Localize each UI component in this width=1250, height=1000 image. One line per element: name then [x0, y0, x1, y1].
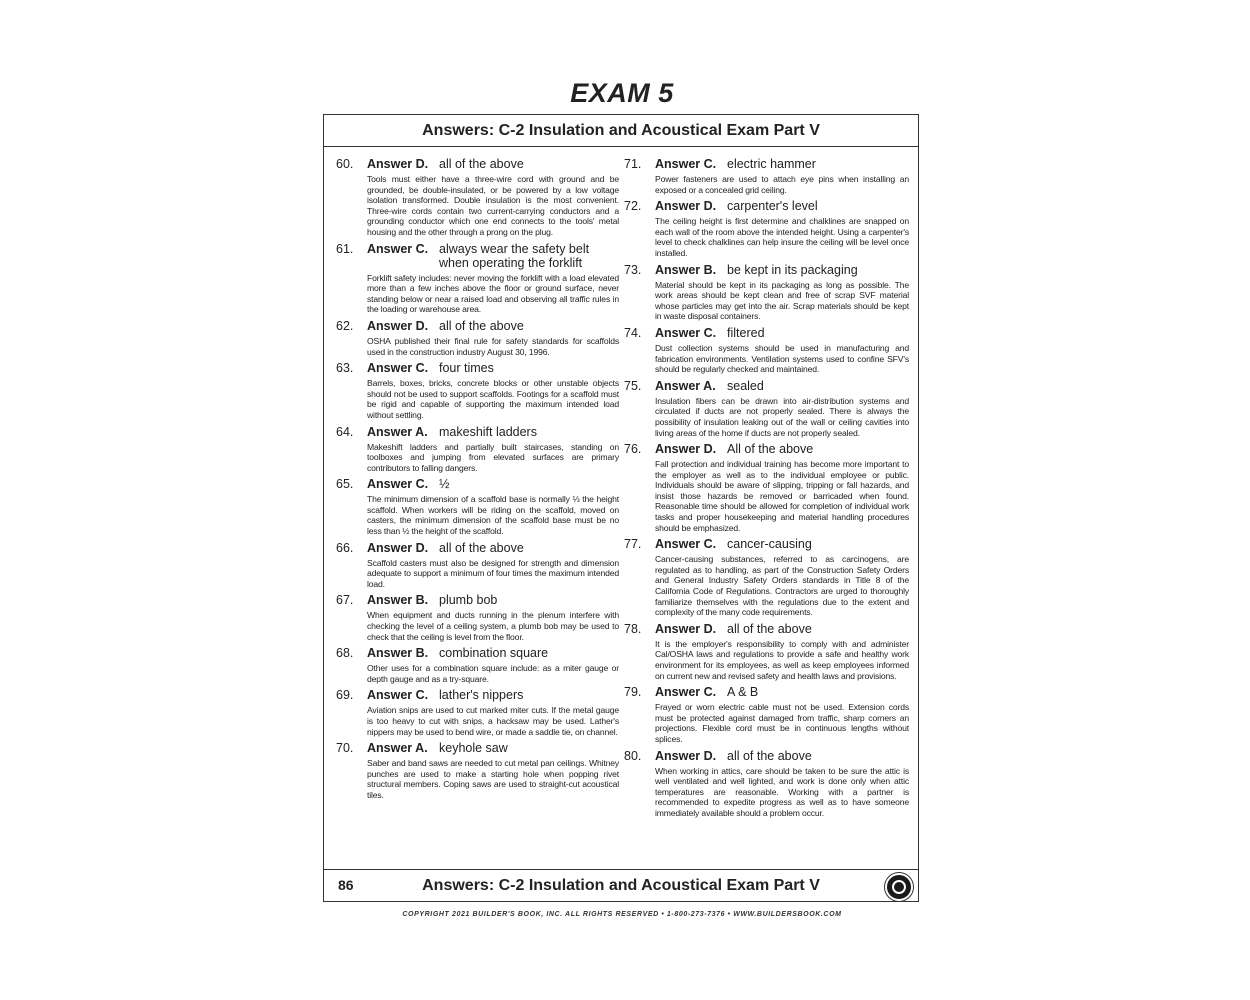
answer-label: Answer C. — [367, 361, 429, 376]
answer-item — [336, 361, 619, 420]
question-number: 61. — [336, 241, 354, 256]
answer-line — [336, 541, 619, 555]
question-number: 80. — [624, 748, 642, 763]
answer-text: ½ — [439, 477, 450, 492]
answer-text: A & B — [727, 685, 759, 700]
answer-text: filtered — [727, 325, 765, 340]
answer-label: Answer C. — [655, 685, 717, 700]
answer-line — [336, 361, 619, 375]
publisher-logo-icon — [885, 873, 913, 901]
answer-explanation: Power fasteners are used to attach eye pins when installing an exposed or a concealed grid ceiling. — [655, 174, 909, 195]
answer-explanation: When equipment and ducts running in the plenum interfere with checking the level of a ceiling system, a plumb bob may be used to check that the ceiling is level from the floor. — [367, 610, 619, 642]
answer-item — [336, 157, 619, 238]
answer-item — [336, 541, 619, 590]
answer-label: Answer D. — [655, 748, 717, 763]
answer-item — [336, 593, 619, 642]
question-number: 66. — [336, 540, 354, 555]
answer-item — [624, 199, 909, 258]
answer-explanation: Cancer-causing substances, referred to as carcinogens, are regulated as to handling, as part of the Construction Safety Orders and General Industry Safety Orders standards in Title 8 of the California Code of Regulations. Contractors are urged to thoroughly familiarize themselves with the regulations due to the extent and complexity of the many code requirements. — [655, 554, 909, 618]
answer-item — [624, 537, 909, 618]
answer-explanation: The ceiling height is first determine and chalklines are snapped on each wall of the room above the intended height. Using a carpenter's level to check chalklines can help insure the ceiling will be level once installed. — [655, 216, 909, 258]
answer-item — [624, 379, 909, 438]
answer-explanation: Insulation fibers can be drawn into air-distribution systems and circulated if ducts are not properly sealed. There is always the possibility of insulation leaking out of the wall or ceiling cavities into living areas of the home if ducts are not properly sealed. — [655, 395, 909, 438]
answer-explanation: When working in attics, care should be taken to be sure the attic is well ventilated and well lighted, and work is done only when attic temperatures are reasonable. Working with a partner is recommended to expedite progress as well as to have someone immediately available should a problem occur. — [655, 765, 909, 818]
answer-item — [624, 749, 909, 819]
question-number: 62. — [336, 318, 354, 333]
answer-text: all of the above — [439, 540, 524, 555]
answer-text: sealed — [727, 378, 764, 393]
answer-line — [336, 477, 619, 491]
answer-text: All of the above — [727, 442, 814, 457]
answer-item — [336, 242, 619, 315]
answer-label: Answer A. — [367, 424, 428, 439]
answer-line — [336, 425, 619, 439]
question-number: 74. — [624, 325, 642, 340]
answer-text: plumb bob — [439, 593, 498, 608]
answer-text: makeshift ladders — [439, 424, 537, 439]
answer-explanation: Fall protection and individual training has become more important to the employer as well as to the individual employee or public. Individuals should be aware of slipping, tripping or fall hazards, and insist those hazards be removed or barricaded when found. Reasonable time should be allowed for completion of individual work tasks and proper housekeeping and material handling procedures should be emphasized. — [655, 459, 909, 533]
question-number: 78. — [624, 621, 642, 636]
answer-line — [624, 199, 909, 213]
answer-label: Answer B. — [655, 262, 717, 277]
answer-explanation: OSHA published their final rule for safety standards for scaffolds used in the construction industry August 30, 1996. — [367, 335, 619, 357]
answer-explanation: Aviation snips are used to cut marked miter cuts. If the metal gauge is too heavy to cut with snips, a hacksaw may be used. Lather's nippers may be used to bend wire, or made a saddle tie, on channel. — [367, 705, 619, 737]
question-number: 70. — [336, 741, 354, 756]
question-number: 63. — [336, 361, 354, 376]
answer-label: Answer C. — [655, 157, 717, 171]
answer-explanation: Forklift safety includes: never moving the forklift with a load elevated more than a few inches above the floor or ground surface, never standing below or near a raised load and observing all traffic rules in the loading or warehouse area. — [367, 272, 619, 315]
answer-item — [336, 688, 619, 737]
answer-line — [336, 319, 619, 333]
answer-line — [624, 157, 909, 171]
answer-label: Answer A. — [655, 378, 716, 393]
footer-title: Answers: C-2 Insulation and Acoustical Exam Part V — [422, 877, 820, 894]
answer-text: keyhole saw — [439, 741, 508, 756]
answer-text: carpenter's level — [727, 199, 818, 214]
answer-text: all of the above — [439, 157, 524, 171]
answer-line — [336, 646, 619, 660]
exam-title: EXAM 5 — [570, 78, 674, 108]
answer-label: Answer D. — [655, 621, 717, 636]
question-number: 69. — [336, 688, 354, 703]
answer-item — [336, 646, 619, 684]
question-number: 77. — [624, 537, 642, 552]
answer-label: Answer D. — [367, 540, 429, 555]
answer-label: Answer C. — [655, 325, 717, 340]
question-number: 64. — [336, 424, 354, 439]
answer-item — [624, 326, 909, 375]
answer-item — [624, 263, 909, 322]
header-title: Answers: C-2 Insulation and Acoustical Exam Part V — [324, 115, 918, 147]
answer-explanation: It is the employer's responsibility to comply with and administer Cal/OSHA laws and regulations to provide a safe and healthy work environment for its employees, as well as keep employees informed on current new and revised safety and health laws and provisions. — [655, 638, 909, 681]
answer-label: Answer A. — [367, 741, 428, 756]
answer-explanation: Saber and band saws are needed to cut metal pan ceilings. Whitney punches are used to make a starting hole when popping rivet structural members. Coping saws are used to straight-cut acoustical tiles. — [367, 758, 619, 800]
answer-explanation: Scaffold casters must also be designed for strength and dimension adequate to support a minimum of four times the maximum intended load. — [367, 557, 619, 589]
answer-label: Answer B. — [367, 646, 429, 661]
answer-label: Answer B. — [367, 593, 429, 608]
right-answer-column — [624, 157, 909, 823]
answer-page-frame — [323, 114, 919, 902]
answer-text: four times — [439, 361, 494, 376]
left-answer-column — [336, 157, 619, 805]
answer-label: Answer D. — [367, 318, 429, 333]
answer-label: Answer D. — [367, 157, 429, 171]
answer-item — [624, 442, 909, 533]
question-number: 76. — [624, 442, 642, 457]
answer-label: Answer C. — [655, 537, 717, 552]
page-number: 86 — [338, 877, 354, 893]
question-number: 60. — [336, 157, 354, 171]
answer-explanation: Frayed or worn electric cable must not be used. Extension cords must be protected against damaged from traffic, sharp corners an projections. Flexible cord must be in continuous lengths without splices. — [655, 702, 909, 744]
answer-item — [624, 157, 909, 195]
answer-label: Answer C. — [367, 477, 429, 492]
answer-text: all of the above — [727, 621, 812, 636]
answer-explanation: Dust collection systems should be used in manufacturing and fabrication environments. Ventilation systems used to confine SFV's should be regularly checked and maintained. — [655, 342, 909, 375]
answer-text: combination square — [439, 646, 549, 661]
answer-line — [624, 326, 909, 340]
question-number: 71. — [624, 157, 642, 171]
answer-text: always wear the safety belt when operating the forklift — [439, 241, 590, 270]
question-number: 72. — [624, 199, 642, 214]
answer-line — [336, 242, 619, 270]
question-number: 65. — [336, 477, 354, 492]
answer-line — [336, 593, 619, 607]
question-number: 79. — [624, 685, 642, 700]
answer-line — [336, 157, 619, 171]
answer-item — [624, 622, 909, 681]
answer-text: electric hammer — [727, 157, 816, 171]
answer-text: cancer-causing — [727, 537, 812, 552]
answer-item — [336, 319, 619, 357]
answer-explanation: Barrels, boxes, bricks, concrete blocks or other unstable objects should not be used to support scaffolds. Footings for a scaffold must be rigid and capable of supporting the maximum intended load without settling. — [367, 378, 619, 420]
answer-line — [624, 442, 909, 456]
answer-line — [624, 379, 909, 393]
answer-label: Answer D. — [655, 442, 717, 457]
answer-explanation: Makeshift ladders and partially built staircases, standing on toolboxes and jumping from elevated surfaces are primary contributors to falling dangers. — [367, 441, 619, 473]
answer-line — [624, 537, 909, 551]
answer-item — [336, 477, 619, 536]
answer-label: Answer C. — [367, 688, 429, 703]
answer-line — [336, 741, 619, 755]
answer-text: lather's nippers — [439, 688, 524, 703]
answer-text: be kept in its packaging — [727, 262, 858, 277]
answer-explanation: Other uses for a combination square include: as a miter gauge or depth gauge and as a try-square. — [367, 663, 619, 684]
answer-label: Answer D. — [655, 199, 717, 214]
answer-line — [624, 685, 909, 699]
answer-line — [624, 749, 909, 763]
answer-explanation: The minimum dimension of a scaffold base is normally ⅓ the height scaffold. When workers will be riding on the scaffold, moved on casters, the minimum dimension of the scaffold base must be no less than ½ the height of the scaffold. — [367, 494, 619, 537]
answer-line — [624, 622, 909, 636]
answer-label: Answer C. — [367, 241, 429, 256]
copyright-notice: COPYRIGHT 2021 BUILDER'S BOOK, INC. ALL RIGHTS RESERVED • 1-800-273-7376 • WWW.BUILDERSBOOK.COM — [402, 911, 842, 918]
answer-item — [624, 685, 909, 744]
question-number: 73. — [624, 262, 642, 277]
answer-explanation: Material should be kept in its packaging as long as possible. The work areas should be kept clean and free of scrap SVF material whose particles may get into the air. Scrap materials should be kept in waste disposal containers. — [655, 279, 909, 322]
answer-line — [624, 263, 909, 277]
answer-item — [336, 741, 619, 800]
answer-item — [336, 425, 619, 474]
answer-text: all of the above — [727, 748, 812, 763]
answer-text: all of the above — [439, 318, 524, 333]
question-number: 75. — [624, 378, 642, 393]
answer-explanation: Tools must either have a three-wire cord with ground and be grounded, be double-insulated, or be powered by a low voltage isolation transformed. Double insulation is the most convenient. Three-wire cords contain two current-carrying conductors and a grounding conductor which one end connects to the tools' metal housing and the other through a prong on the plug. — [367, 174, 619, 237]
footer-bar — [324, 869, 918, 901]
question-number: 67. — [336, 593, 354, 608]
question-number: 68. — [336, 646, 354, 661]
answer-line — [336, 688, 619, 702]
